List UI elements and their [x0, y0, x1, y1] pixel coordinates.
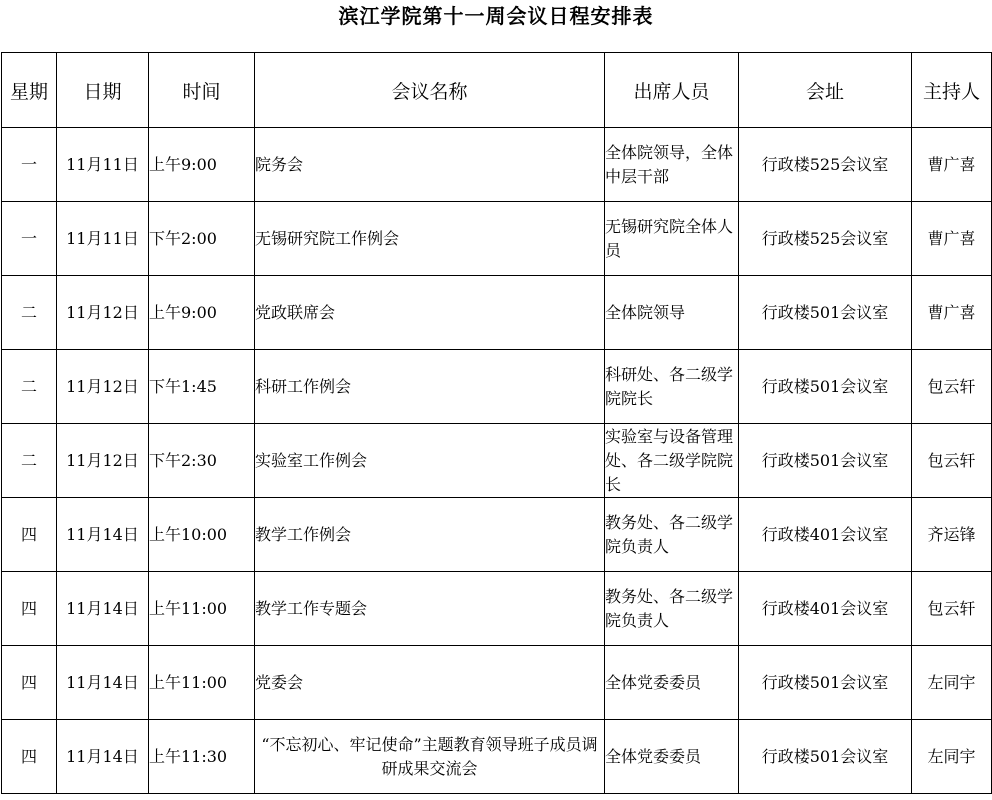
cell-attendees: 无锡研究院全体人员 — [605, 202, 739, 276]
cell-meeting-name: 党委会 — [255, 646, 605, 720]
cell-attendees: 教务处、各二级学院负责人 — [605, 572, 739, 646]
meeting-schedule-table — [1, 52, 992, 794]
header-date: 日期 — [57, 53, 149, 128]
cell-attendees: 教务处、各二级学院负责人 — [605, 498, 739, 572]
cell-time: 下午2:00 — [149, 202, 255, 276]
cell-date: 11月14日 — [57, 498, 149, 572]
cell-time: 上午9:00 — [149, 276, 255, 350]
table-row — [2, 276, 992, 350]
cell-host: 包云轩 — [912, 350, 992, 424]
cell-time: 上午9:00 — [149, 128, 255, 202]
header-time: 时间 — [149, 53, 255, 128]
cell-venue: 行政楼501会议室 — [739, 646, 912, 720]
header-attendees: 出席人员 — [605, 53, 739, 128]
cell-time: 上午10:00 — [149, 498, 255, 572]
cell-day: 一 — [2, 202, 57, 276]
cell-meeting-name: 实验室工作例会 — [255, 424, 605, 498]
cell-meeting-name: 院务会 — [255, 128, 605, 202]
cell-meeting-name: 党政联席会 — [255, 276, 605, 350]
cell-day: 四 — [2, 646, 57, 720]
cell-venue: 行政楼401会议室 — [739, 498, 912, 572]
cell-venue: 行政楼525会议室 — [739, 202, 912, 276]
cell-attendees: 全体院领导 — [605, 276, 739, 350]
table-row — [2, 720, 992, 794]
cell-host: 包云轩 — [912, 572, 992, 646]
cell-date: 11月12日 — [57, 350, 149, 424]
cell-time: 下午2:30 — [149, 424, 255, 498]
table-row — [2, 424, 992, 498]
cell-day: 二 — [2, 350, 57, 424]
table-row — [2, 128, 992, 202]
table-row — [2, 350, 992, 424]
cell-date: 11月11日 — [57, 202, 149, 276]
cell-attendees: 实验室与设备管理处、各二级学院院长 — [605, 424, 739, 498]
cell-venue: 行政楼501会议室 — [739, 276, 912, 350]
cell-host: 左同宇 — [912, 646, 992, 720]
cell-host: 包云轩 — [912, 424, 992, 498]
cell-venue: 行政楼525会议室 — [739, 128, 912, 202]
cell-attendees: 全体党委委员 — [605, 646, 739, 720]
cell-day: 二 — [2, 424, 57, 498]
header-day: 星期 — [2, 53, 57, 128]
cell-meeting-name: 科研工作例会 — [255, 350, 605, 424]
cell-date: 11月14日 — [57, 720, 149, 794]
cell-time: 上午11:30 — [149, 720, 255, 794]
cell-day: 一 — [2, 128, 57, 202]
cell-host: 左同宇 — [912, 720, 992, 794]
cell-venue: 行政楼501会议室 — [739, 424, 912, 498]
header-venue: 会址 — [739, 53, 912, 128]
table-header-row — [2, 53, 992, 128]
cell-day: 四 — [2, 720, 57, 794]
cell-attendees: 全体党委委员 — [605, 720, 739, 794]
cell-meeting-name: 教学工作专题会 — [255, 572, 605, 646]
cell-date: 11月14日 — [57, 572, 149, 646]
cell-date: 11月14日 — [57, 646, 149, 720]
cell-time: 上午11:00 — [149, 646, 255, 720]
table-row — [2, 572, 992, 646]
cell-venue: 行政楼501会议室 — [739, 350, 912, 424]
cell-attendees: 全体院领导，全体中层干部 — [605, 128, 739, 202]
table-row — [2, 202, 992, 276]
cell-day: 二 — [2, 276, 57, 350]
cell-venue: 行政楼401会议室 — [739, 572, 912, 646]
cell-date: 11月12日 — [57, 424, 149, 498]
cell-meeting-name: 无锡研究院工作例会 — [255, 202, 605, 276]
cell-host: 曹广喜 — [912, 128, 992, 202]
cell-date: 11月12日 — [57, 276, 149, 350]
cell-attendees: 科研处、各二级学院院长 — [605, 350, 739, 424]
table-row — [2, 498, 992, 572]
table-row — [2, 646, 992, 720]
header-meeting-name: 会议名称 — [255, 53, 605, 128]
cell-day: 四 — [2, 572, 57, 646]
page-title: 滨江学院第十一周会议日程安排表 — [338, 4, 654, 28]
cell-meeting-name: 教学工作例会 — [255, 498, 605, 572]
cell-time: 下午1:45 — [149, 350, 255, 424]
cell-date: 11月11日 — [57, 128, 149, 202]
cell-time: 上午11:00 — [149, 572, 255, 646]
cell-meeting-name: “不忘初心、牢记使命”主题教育领导班子成员调研成果交流会 — [255, 720, 605, 794]
header-host: 主持人 — [912, 53, 992, 128]
cell-host: 齐运锋 — [912, 498, 992, 572]
cell-host: 曹广喜 — [912, 276, 992, 350]
cell-host: 曹广喜 — [912, 202, 992, 276]
cell-venue: 行政楼501会议室 — [739, 720, 912, 794]
cell-day: 四 — [2, 498, 57, 572]
